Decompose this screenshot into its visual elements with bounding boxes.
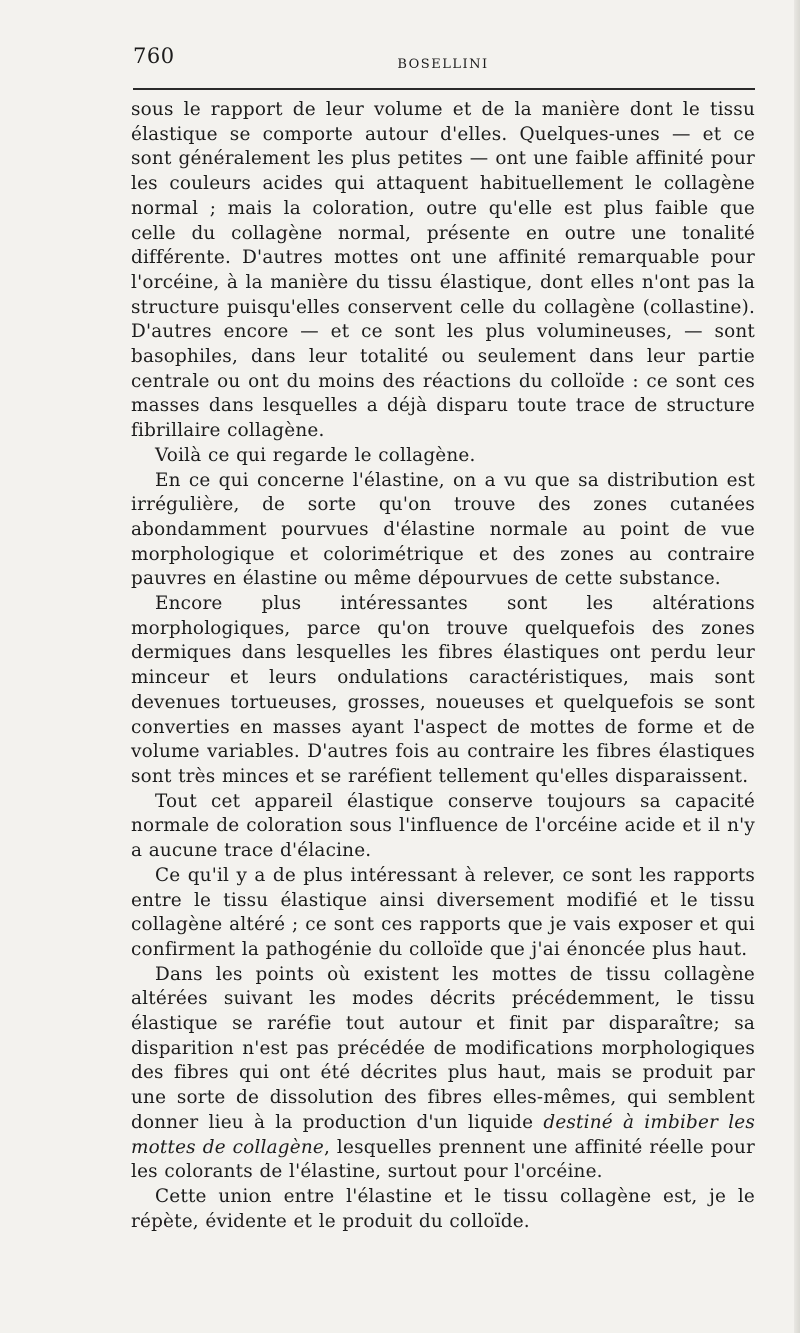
paragraph-7-italic-phrase: destiné à imbiber les mottes de collagène: [131, 1111, 755, 1158]
page-edge-shadow: [794, 0, 800, 1333]
paragraph-8: Cette union entre l'élastine et le tissu collagène est, je le répète, évidente et le produit du colloïde.: [131, 1185, 755, 1232]
paragraph-7-text-after: , lesquelles prennent une affinité réelle pour les colorants de l'élastine, surtout pour l'orcéine.: [131, 1136, 755, 1183]
paragraph-5: Tout cet appareil élastique conserve toujours sa capacité normale de coloration sous l'influence de l'orcéine acide et il n'y a aucune trace d'élacine.: [131, 790, 755, 862]
paragraph-4: Encore plus intéressantes sont les altérations morphologiques, parce qu'on trouve quelquefois des zones dermiques dans lesquelles les fibres élastiques ont perdu leur minceur et leurs ondulations caractéristiques, mais sont devenues tortueuses, grosses, noueuses et quelquefois se sont converties en masses ayant l'aspect de mottes de forme et de volume variables. D'autres fois au contraire les fibres élastiques sont très minces et se raréfient tellement qu'elles disparaissent.: [131, 593, 755, 787]
paragraph-1: sous le rapport de leur volume et de la manière dont le tissu élastique se comporte autour d'elles. Quelques-unes — et ce sont généralement les plus petites — ont une faible affinité pour les couleurs acides qui attaquent habituellement le collagène normal ; mais la coloration, outre qu'elle est plus faible que celle du collagène normal, présente en outre une tonalité différente. D'autres mottes ont une affinité remarquable pour l'orcéine, à la manière du tissu élastique, dont elles n'ont pas la structure puisqu'elles conservent celle du collagène (collastine). D'autres encore — et ce sont les plus volumineuses, — sont basophiles, dans leur totalité ou seulement dans leur partie centrale ou ont du moins des réactions du colloïde : ce sont ces masses dans lesquelles a déjà disparu toute trace de structure fibrillaire collagène.: [131, 99, 755, 442]
page-number: 760: [133, 44, 175, 68]
paragraph-7: [131, 963, 755, 1185]
header-rule: [133, 88, 755, 90]
paragraph-2: Voilà ce qui regarde le collagène.: [155, 444, 476, 466]
paragraph-3: En ce qui concerne l'élastine, on a vu que sa distribution est irrégulière, de sorte qu'on trouve des zones cutanées abondamment pourvues d'élastine normale au point de vue morphologique et colorimétrique et des zones au contraire pauvres en élastine ou même dépourvues de cette substance.: [131, 469, 755, 590]
body-text: [131, 98, 755, 1234]
paragraph-7-text-before: Dans les points où existent les mottes de tissu collagène altérées suivant les modes décrits précédemment, le tissu élastique se raréfie tout autour et finit par disparaître; sa disparition n'est pas précédée de modifications morphologiques des fibres qui ont été décrites plus haut, mais se produit par une sorte de dissolution des fibres elles-mêmes, qui semblent donner lieu à la production d'un liquide: [131, 963, 755, 1133]
page-header: [133, 44, 753, 78]
paragraph-6: Ce qu'il y a de plus intéressant à relever, ce sont les rapports entre le tissu élastique ainsi diversement modifié et le tissu collagène altéré ; ce sont ces rapports que je vais exposer et qui confirment la pathogénie du colloïde que j'ai énoncée plus haut.: [131, 864, 755, 960]
running-head: BOSELLINI: [397, 57, 489, 72]
